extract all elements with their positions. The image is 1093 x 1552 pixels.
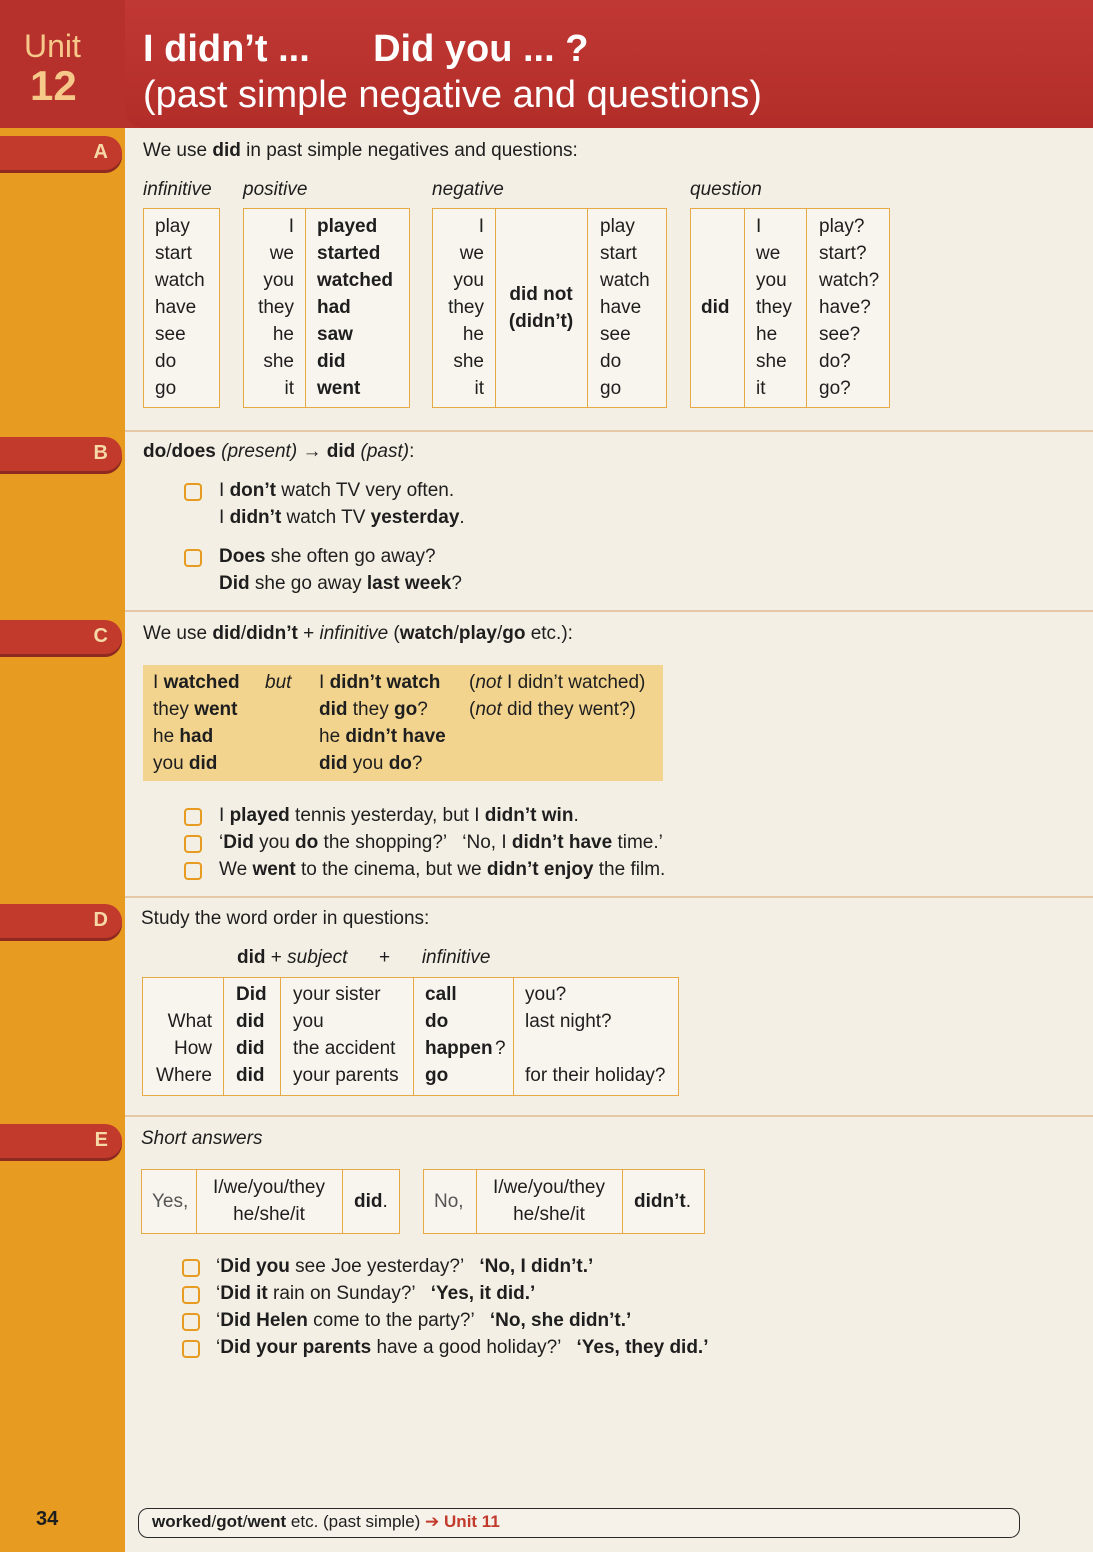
example-e2: ‘Did it rain on Sunday?’ ‘Yes, it did.’: [216, 1283, 536, 1304]
unit-link: Unit 11: [444, 1512, 500, 1531]
table-divider: [413, 977, 414, 1096]
section-divider: [125, 610, 1093, 612]
section-e-intro: Short answers: [141, 1128, 263, 1149]
didnt-cell: didn’t.: [634, 1191, 691, 1212]
positive-pronouns: I we you they he she it: [258, 216, 294, 399]
section-a-intro: We use did in past simple negatives and questions:: [143, 140, 578, 161]
pronoun-cell: I/we/you/they he/she/it: [213, 1177, 325, 1225]
question-auxiliary: did: [701, 297, 730, 318]
c-row-2-note: (not did they went?): [469, 699, 636, 720]
c-row-3-left: he had: [153, 726, 214, 747]
question-pronouns: I we you they he she it: [756, 216, 792, 399]
section-tab-e: E: [0, 1124, 122, 1158]
table-divider: [513, 977, 514, 1096]
example-e3: ‘Did Helen come to the party?’ ‘No, she didn’t.’: [216, 1310, 632, 1331]
example-e4: ‘Did your parents have a good holiday?’ ‘Yes, they did.’: [216, 1337, 709, 1358]
example-b2-line2: Did she go away last week?: [219, 573, 462, 594]
page-title-line2: (past simple negative and questions): [143, 74, 762, 116]
example-e1: ‘Did you see Joe yesterday?’ ‘No, I didn’t.’: [216, 1256, 594, 1277]
section-tab-b: B: [0, 437, 122, 471]
checkbox-icon: [184, 483, 202, 501]
sidebar: [0, 0, 125, 1552]
cross-reference-text[interactable]: worked/got/went etc. (past simple) ➔ Unit 11: [152, 1512, 500, 1531]
section-b-heading: do/does (present) → did (past):: [143, 441, 415, 462]
label-question: question: [690, 179, 762, 200]
c-row-1-mid: I didn’t watch: [319, 672, 441, 693]
table-divider: [196, 1169, 197, 1234]
table-divider: [744, 208, 745, 408]
did-cell: did.: [354, 1191, 388, 1212]
table-divider: [223, 977, 224, 1096]
example-b1-line1: I don’t watch TV very often.: [219, 480, 455, 501]
infinitive-column: call do happen go: [425, 984, 493, 1086]
checkbox-icon: [184, 808, 202, 826]
table-divider: [622, 1169, 623, 1234]
c-row-1-left: I watched: [153, 672, 240, 693]
c-row-4-mid: did you do?: [319, 753, 423, 774]
c-row-4-left: you did: [153, 753, 218, 774]
checkbox-icon: [182, 1286, 200, 1304]
label-negative: negative: [432, 179, 504, 200]
question-words: What How Where: [156, 1011, 212, 1086]
no-cell: No,: [434, 1191, 464, 1212]
word-order-header: did + subject + infinitive: [237, 947, 491, 968]
c-row-1-note: (not I didn’t watched): [469, 672, 646, 693]
c-row-2-left: they went: [153, 699, 238, 720]
checkbox-icon: [184, 549, 202, 567]
label-positive: positive: [243, 179, 308, 200]
table-divider: [305, 208, 306, 408]
example-c1: I played tennis yesterday, but I didn’t win.: [219, 805, 579, 826]
c-but: but: [265, 672, 292, 693]
infinitive-list: play start watch have see do go: [155, 216, 205, 399]
negative-verbs: play start watch have see do go: [600, 216, 650, 399]
table-divider: [806, 208, 807, 408]
label-infinitive: infinitive: [143, 179, 212, 200]
question-verbs: play? start? watch? have? see? do? go?: [819, 216, 880, 399]
table-divider: [342, 1169, 343, 1234]
section-c-intro: We use did/didn’t + infinitive (watch/play/go etc.):: [143, 623, 573, 644]
example-c3: We went to the cinema, but we didn’t enjoy the film.: [219, 859, 666, 880]
checkbox-icon: [182, 1340, 200, 1358]
c-row-3-mid: he didn’t have: [319, 726, 446, 747]
section-d-intro: Study the word order in questions:: [141, 908, 430, 929]
table-divider: [495, 208, 496, 408]
example-b2-line1: Does she often go away?: [219, 546, 436, 567]
checkbox-icon: [184, 862, 202, 880]
page-number: 34: [36, 1508, 59, 1530]
subject-column: your sister you the accident your parents: [293, 984, 399, 1086]
end-column: you? last night? for their holiday?: [525, 984, 666, 1086]
c-row-2-mid: did they go?: [319, 699, 428, 720]
section-tab-c: C: [0, 620, 122, 654]
did-column: Did did did did: [236, 984, 267, 1086]
page-title-line1: I didn’t ... Did you ... ?: [143, 28, 589, 70]
section-tab-d: D: [0, 904, 122, 938]
positive-past-forms: played started watched had saw did went: [317, 216, 394, 399]
section-divider: [125, 896, 1093, 898]
section-divider: [125, 430, 1093, 432]
infinitive-question-mark: ?: [495, 1038, 506, 1059]
section-tab-a: A: [0, 136, 122, 170]
unit-label: Unit: [24, 28, 81, 64]
table-divider: [280, 977, 281, 1096]
table-divider: [476, 1169, 477, 1234]
example-c2: ‘Did you do the shopping?’ ‘No, I didn’t have time.’: [219, 832, 663, 853]
checkbox-icon: [182, 1259, 200, 1277]
table-divider: [587, 208, 588, 408]
negative-auxiliary: did not (didn’t): [508, 284, 574, 332]
arrow-icon: ➔: [425, 1512, 440, 1531]
yes-cell: Yes,: [152, 1191, 189, 1212]
checkbox-icon: [182, 1313, 200, 1331]
example-b1-line2: I didn’t watch TV yesterday.: [219, 507, 465, 528]
checkbox-icon: [184, 835, 202, 853]
pronoun-cell: I/we/you/they he/she/it: [493, 1177, 605, 1225]
negative-pronouns: I we you they he she it: [448, 216, 484, 399]
unit-number: 12: [30, 62, 77, 109]
section-divider: [125, 1115, 1093, 1117]
